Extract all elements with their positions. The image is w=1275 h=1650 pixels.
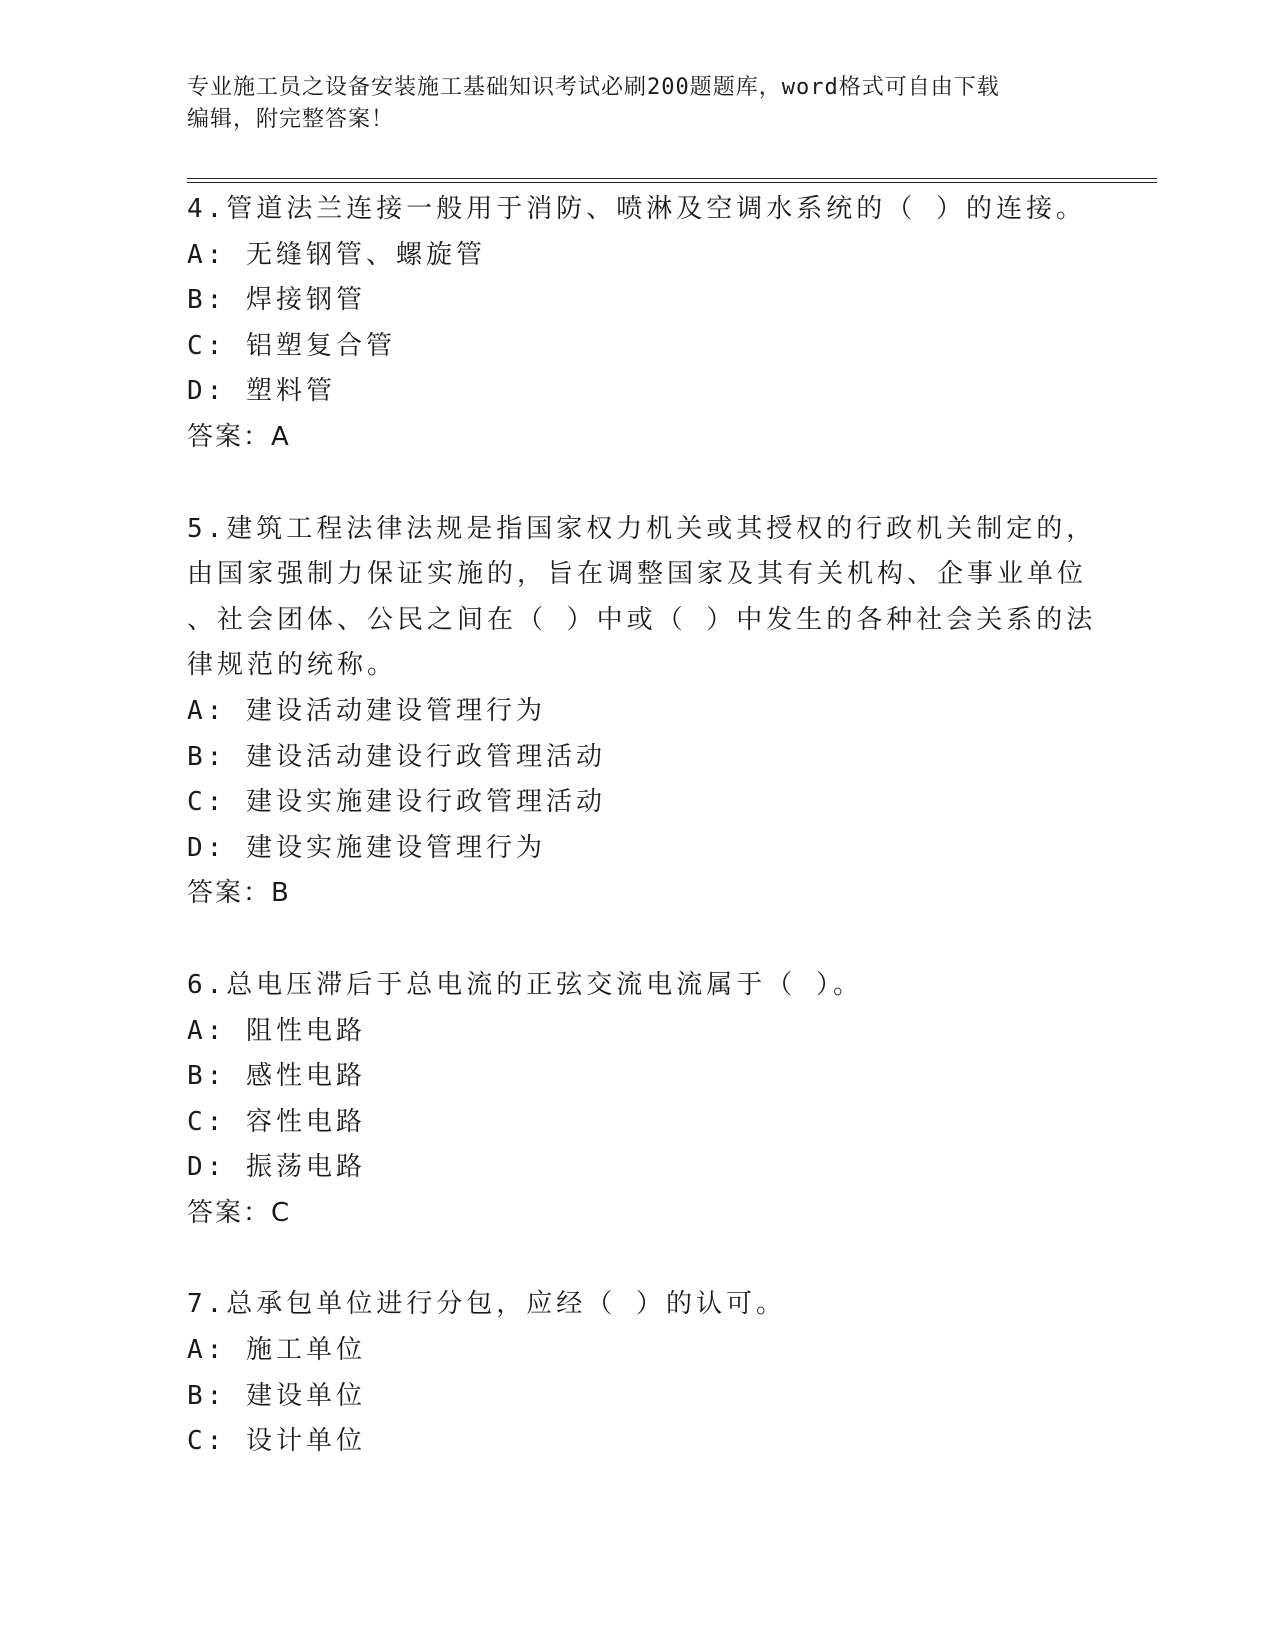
question-stem-line-1: 5.建筑工程法律法规是指国家权力机关或其授权的行政机关制定的， bbox=[187, 513, 1097, 544]
answer-line: 答案：C bbox=[187, 1197, 292, 1228]
question-stem: 7.总承包单位进行分包，应经（ ）的认可。 bbox=[187, 1289, 786, 1320]
option-a: A: 建设活动建设管理行为 bbox=[187, 695, 546, 726]
option-c: C: 建设实施建设行政管理活动 bbox=[187, 787, 606, 818]
question-stem: 4.管道法兰连接一般用于消防、喷淋及空调水系统的（ ）的连接。 bbox=[187, 194, 1086, 224]
question-stem: 6.总电压滞后于总电流的正弦交流电流属于（ ）。 bbox=[187, 969, 863, 1000]
option-b: B: 焊接钢管 bbox=[187, 285, 366, 316]
option-a: A: 阻性电路 bbox=[187, 1015, 366, 1046]
option-c: C: 设计单位 bbox=[187, 1426, 366, 1457]
header-line-1: 专业施工员之设备安装施工基础知识考试必刷200题题库，word格式可自由下载 bbox=[187, 75, 1000, 100]
question-7 bbox=[187, 1282, 1087, 1464]
question-4 bbox=[187, 187, 1087, 461]
option-d: D: 塑料管 bbox=[187, 376, 336, 407]
question-stem-line-4: 律规范的统称。 bbox=[187, 650, 398, 681]
option-d: D: 建设实施建设管理行为 bbox=[187, 832, 546, 863]
answer-line: 答案：B bbox=[187, 878, 291, 909]
question-5 bbox=[187, 507, 1097, 917]
option-b: B: 建设活动建设行政管理活动 bbox=[187, 741, 606, 772]
answer-line: 答案：A bbox=[187, 421, 291, 452]
question-6 bbox=[187, 963, 1087, 1237]
option-a: A: 施工单位 bbox=[187, 1335, 366, 1366]
option-d: D: 振荡电路 bbox=[187, 1152, 366, 1183]
option-a: A: 无缝钢管、螺旋管 bbox=[187, 239, 486, 270]
question-list bbox=[187, 187, 1097, 1511]
option-b: B: 建设单位 bbox=[187, 1380, 366, 1411]
question-stem-line-3: 、社会团体、公民之间在（ ）中或（ ）中发生的各种社会关系的法 bbox=[187, 604, 1097, 635]
option-b: B: 感性电路 bbox=[187, 1061, 366, 1092]
question-stem-line-2: 由国家强制力保证实施的，旨在调整国家及其有关机构、企事业单位 bbox=[187, 559, 1088, 590]
option-c: C: 容性电路 bbox=[187, 1106, 366, 1137]
option-c: C: 铝塑复合管 bbox=[187, 330, 396, 361]
header-divider-top bbox=[187, 178, 1157, 179]
header-line-2: 编辑，附完整答案！ bbox=[187, 107, 395, 132]
document-header bbox=[187, 72, 1067, 136]
header-divider-bottom bbox=[187, 182, 1157, 183]
